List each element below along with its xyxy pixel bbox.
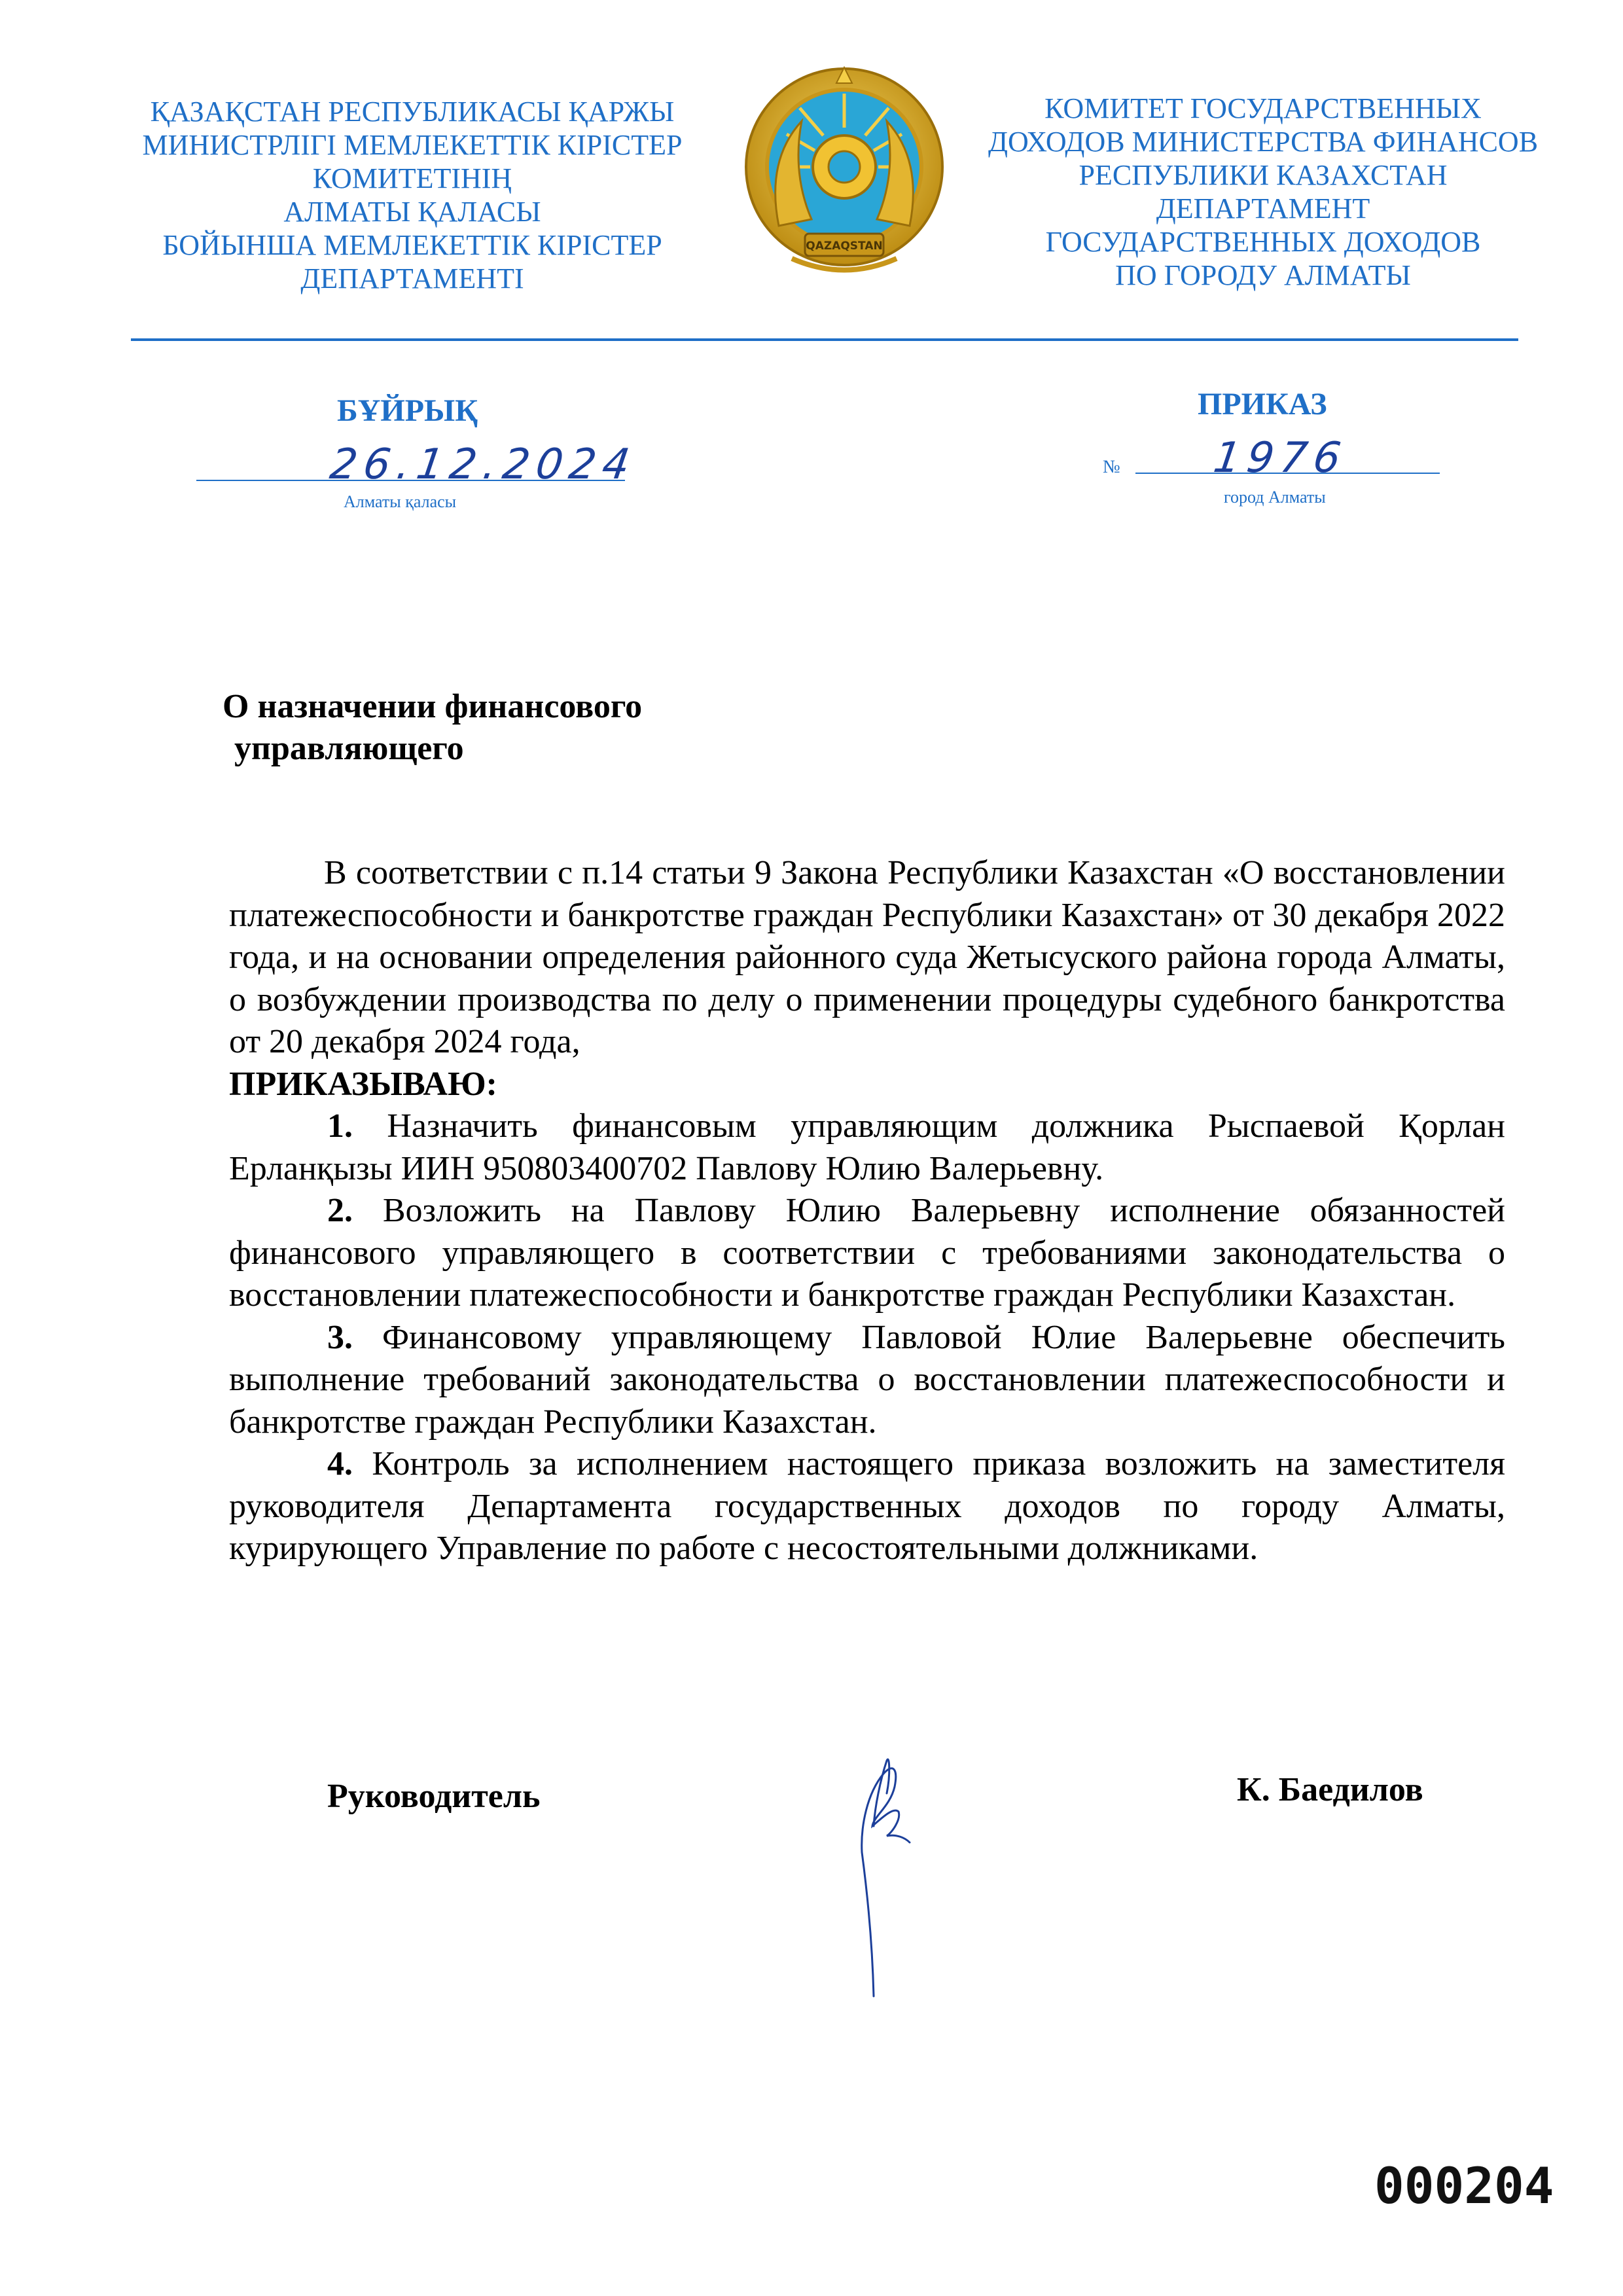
serial-number: 000204 [1374,2157,1554,2215]
header-ru-line: ПО ГОРОДУ АЛМАТЫ [1115,259,1411,291]
order-number: 1976 [1210,434,1351,482]
order-subject [223,686,642,770]
handwritten-signature-icon [821,1728,952,2003]
header-divider [131,338,1518,341]
city-kz: Алматы қаласы [344,492,457,511]
order-item [229,1190,1505,1317]
item-text: Контроль за исполнением настоящего приказа возложить на заместителя руководителя Департамента государственных доходов по городу Алматы, курирующего Управление по работе с несостоятельными должниками. [229,1445,1506,1567]
header-ru [916,92,1610,292]
item-text: Финансовому управляющему Павловой Юлие Валерьевне обеспечить выполнение требований законодательства о восстановлении платежеспособности и банкротстве граждан Республики Казахстан. [229,1318,1506,1441]
header-kz-line: БОЙЫНША МЕМЛЕКЕТТІК КІРІСТЕР [162,229,662,261]
item-number: 3. [327,1318,353,1356]
preamble-paragraph: В соответствии с п.14 статьи 9 Закона Республики Казахстан «О восстановлении платежеспособности и банкротстве граждан Республики Казахстан» от 30 декабря 2022 года, и на основании определения районного суда Жетысуского района города Алматы, о возбуждении производства по делу о применении процедуры судебного банкротства от 20 декабря 2024 года, [229,854,1505,1060]
doc-type-ru: ПРИКАЗ [1198,387,1327,422]
signatory-name: К. Баедилов [1237,1771,1423,1808]
item-text: Возложить на Павлову Юлию Валерьевну исполнение обязанностей финансового управляющего в соответствии с требованиями законодательства о восстановлении платежеспособности и банкротстве граждан Республики Казахстан. [229,1192,1506,1314]
order-word: ПРИКАЗЫВАЮ: [229,1065,497,1103]
header-kz-line: КОМИТЕТІНІҢ [312,162,512,194]
item-number: 2. [327,1192,353,1229]
order-date: 26.12.2024 [327,440,639,489]
header-kz-line: ДЕПАРТАМЕНТІ [300,262,524,295]
subject-line: О назначении финансового [223,688,643,725]
order-item [229,1317,1505,1444]
header-kz [72,95,753,295]
item-number: 1. [327,1107,353,1145]
order-item [229,1105,1505,1190]
header-ru-line: ДЕПАРТАМЕНТ [1156,192,1370,224]
number-underline [1135,473,1440,474]
subject-line: управляющего [234,730,464,767]
order-item [229,1443,1505,1570]
header-ru-line: ГОСУДАРСТВЕННЫХ ДОХОДОВ [1045,226,1481,258]
doc-type-kz: БҰЙРЫҚ [337,393,478,428]
header-ru-line: РЕСПУБЛИКИ КАЗАХСТАН [1079,159,1448,191]
number-sign: № [1103,457,1120,477]
item-number: 4. [327,1445,353,1482]
header-ru-line: ДОХОДОВ МИНИСТЕРСТВА ФИНАНСОВ [988,126,1539,158]
item-text: Назначить финансовым управляющим должника Рыспаевой Қорлан Ерланқызы ИИН 950803400702 Павлову Юлию Валерьевну. [229,1107,1506,1187]
header-kz-line: АЛМАТЫ ҚАЛАСЫ [283,196,541,228]
signatory-title: Руководитель [327,1778,541,1815]
order-body [229,852,1505,1570]
header-kz-line: ҚАЗАҚСТАН РЕСПУБЛИКАСЫ ҚАРЖЫ [150,96,675,128]
header-ru-line: КОМИТЕТ ГОСУДАРСТВЕННЫХ [1044,92,1482,124]
header-kz-line: МИНИСТРЛІГІ МЕМЛЕКЕТТІК КІРІСТЕР [142,129,683,161]
emblem-label: QAZAQSTAN [806,240,883,253]
date-underline [196,480,625,481]
city-ru: город Алматы [1224,488,1326,507]
